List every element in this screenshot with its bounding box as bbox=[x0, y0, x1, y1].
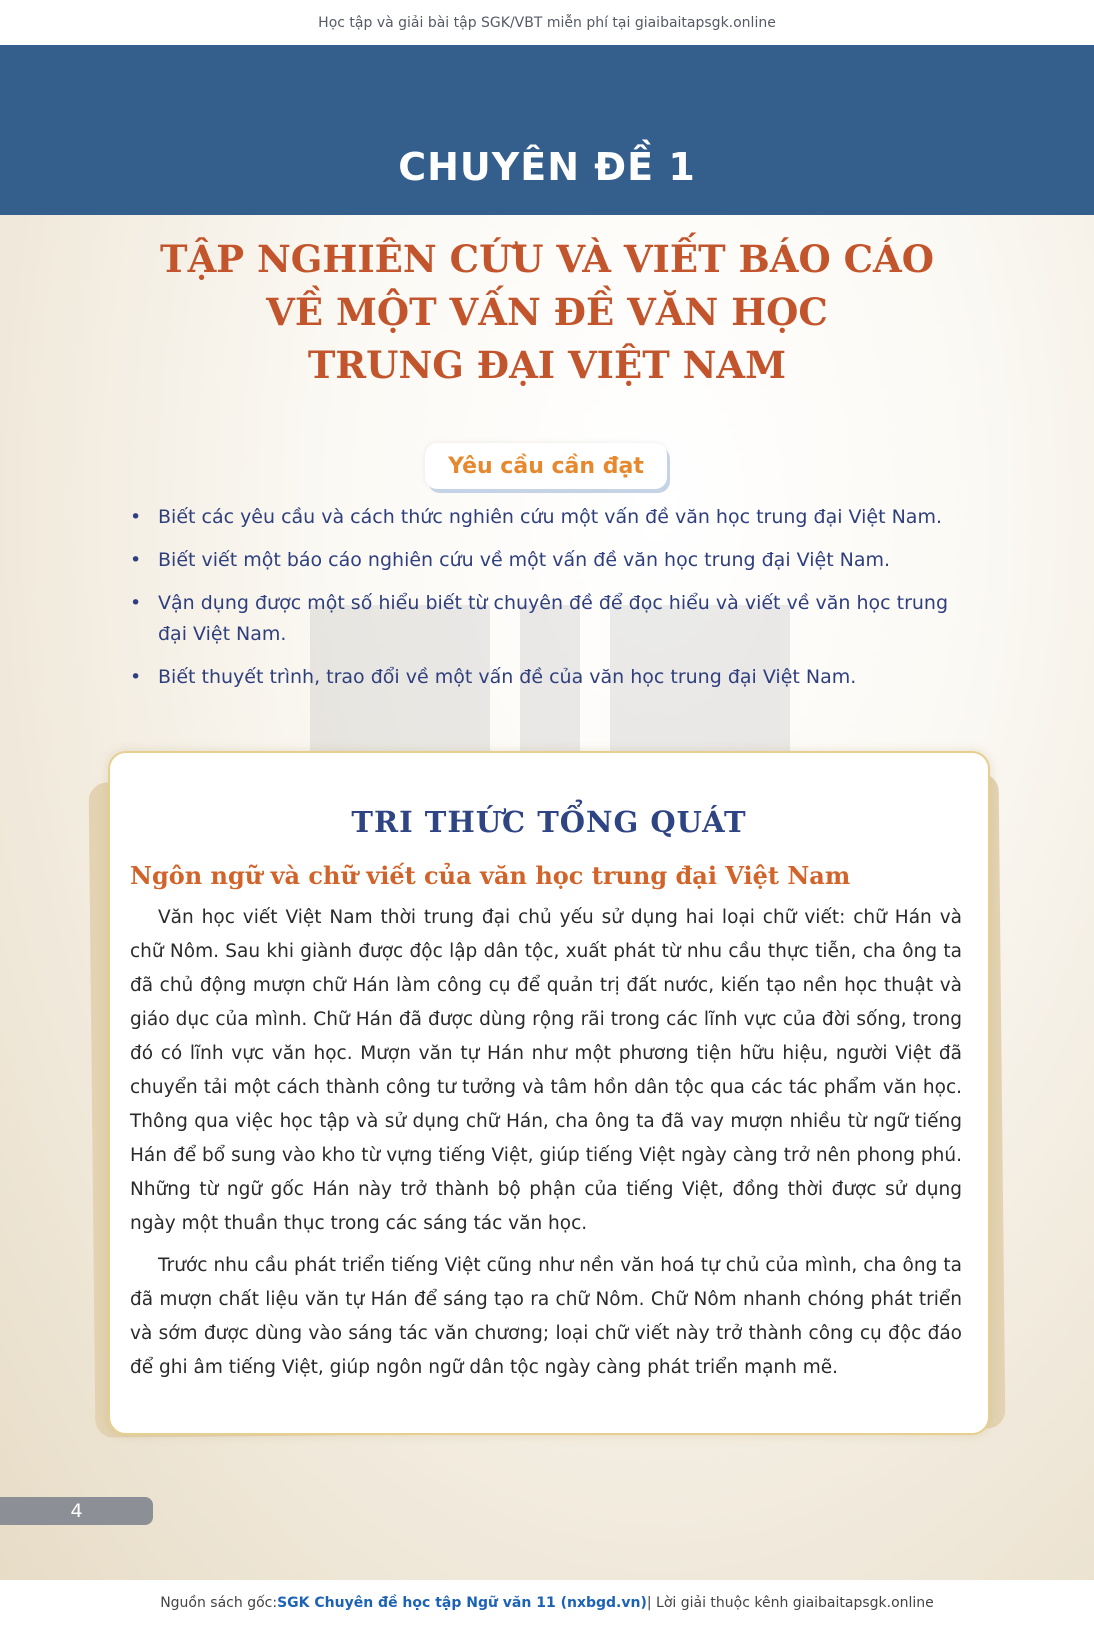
requirement-text: Biết viết một báo cáo nghiên cứu về một vấn đề văn học trung đại Việt Nam. bbox=[158, 549, 891, 571]
chapter-title-line: TRUNG ĐẠI VIỆT NAM bbox=[307, 343, 787, 387]
bullet-icon: • bbox=[130, 592, 142, 614]
footer-suffix: | Lời giải thuộc kênh giaibaitapsgk.online bbox=[646, 1595, 934, 1611]
list-item bbox=[128, 545, 968, 576]
topic-banner bbox=[0, 45, 1094, 215]
list-item bbox=[128, 588, 968, 650]
chapter-title-line: VỀ MỘT VẤN ĐỀ VĂN HỌC bbox=[266, 290, 828, 334]
requirement-text: Biết thuyết trình, trao đổi về một vấn đề của văn học trung đại Việt Nam. bbox=[158, 666, 857, 688]
requirements-label: Yêu cầu cần đạt bbox=[425, 443, 667, 489]
topic-title: CHUYÊN ĐỀ 1 bbox=[398, 145, 696, 189]
source-link[interactable]: SGK Chuyên đề học tập Ngữ văn 11 (nxbgd.vn) bbox=[277, 1595, 647, 1611]
knowledge-subheading: Ngôn ngữ và chữ viết của văn học trung đại Việt Nam bbox=[130, 861, 851, 890]
bullet-icon: • bbox=[130, 506, 142, 528]
bullet-icon: • bbox=[130, 666, 142, 688]
list-item bbox=[128, 662, 968, 693]
footer bbox=[0, 1580, 1094, 1626]
knowledge-heading: TRI THỨC TỔNG QUÁT bbox=[351, 805, 747, 839]
top-note: Học tập và giải bài tập SGK/VBT miễn phí tại giaibaitapsgk.online bbox=[0, 0, 1094, 45]
paragraph: Trước nhu cầu phát triển tiếng Việt cũng như nền văn hoá tự chủ của mình, cha ông ta đã mượn chất liệu văn tự Hán để sáng tạo ra chữ Nôm. Chữ Nôm nhanh chóng phát triển và sớm được dùng vào sáng tác văn chương; loại chữ viết này trở thành công cụ độc đáo để ghi âm tiếng Việt, giúp ngôn ngữ dân tộc ngày càng phát triển mạnh mẽ. bbox=[130, 1255, 962, 1378]
requirement-text: Vận dụng được một số hiểu biết từ chuyên đề để đọc hiểu và viết về văn học trung đại Việt Nam. bbox=[158, 592, 949, 645]
footer-prefix: Nguồn sách gốc: bbox=[160, 1595, 278, 1611]
chapter-title-line: TẬP NGHIÊN CỨU VÀ VIẾT BÁO CÁO bbox=[160, 237, 934, 281]
chapter-title bbox=[0, 233, 1094, 392]
requirements-list bbox=[128, 502, 968, 705]
knowledge-card bbox=[108, 751, 990, 1435]
page-number: 4 bbox=[0, 1497, 153, 1525]
list-item bbox=[128, 502, 968, 533]
paragraph: Văn học viết Việt Nam thời trung đại chủ yếu sử dụng hai loại chữ viết: chữ Hán và chữ Nôm. Sau khi giành được độc lập dân tộc, xuất phát từ nhu cầu thực tiễn, cha ông ta đã chủ động mượn chữ Hán làm công cụ để quản trị đất nước, kiến tạo nền học thuật và giáo dục của mình. Chữ Hán đã được dùng rộng rãi trong các lĩnh vực của đời sống, trong đó có lĩnh vực văn học. Mượn văn tự Hán như một phương tiện hữu hiệu, người Việt đã chuyển tải một cách thành công tư tưởng và tâm hồn dân tộc qua các tác phẩm văn học. Thông qua việc học tập và sử dụng chữ Hán, cha ông ta đã vay mượn nhiều từ ngữ tiếng Hán để bổ sung vào kho từ vựng tiếng Việt, giúp tiếng Việt ngày càng trở nên phong phú. Những từ ngữ gốc Hán này trở thành bộ phận của tiếng Việt, đồng thời được sử dụng ngày một thuần thục trong các sáng tác văn học. bbox=[130, 907, 962, 1234]
requirement-text: Biết các yêu cầu và cách thức nghiên cứu một vấn đề văn học trung đại Việt Nam. bbox=[158, 506, 942, 528]
book-page bbox=[0, 45, 1094, 1580]
knowledge-body bbox=[130, 901, 962, 1393]
bullet-icon: • bbox=[130, 549, 142, 571]
